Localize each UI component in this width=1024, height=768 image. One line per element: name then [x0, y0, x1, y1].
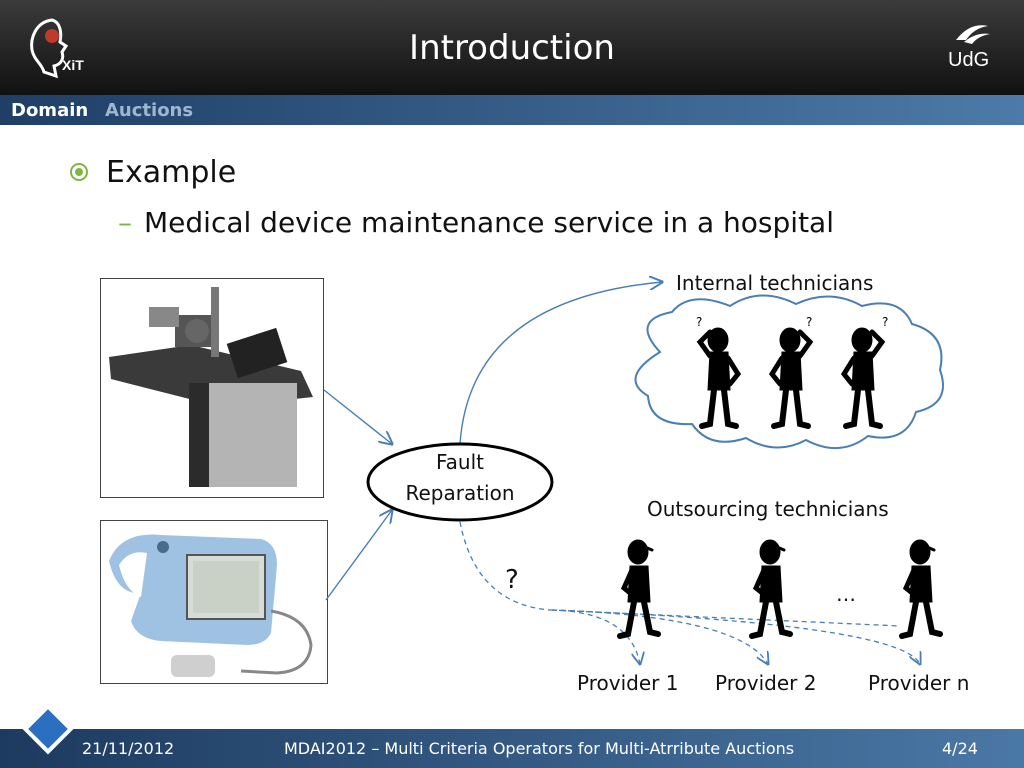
footer-page-number: 4/24 [942, 739, 978, 758]
bullet-level2-text: Medical device maintenance service in a hospital [144, 206, 834, 239]
provider-n-label: Provider n [868, 671, 970, 695]
thinking-person-icon [772, 315, 812, 426]
providers-ellipsis: … [836, 582, 856, 606]
nav-item-auctions[interactable]: Auctions [105, 100, 194, 121]
xit-logo-text: XiT [62, 57, 84, 73]
svg-text:?: ? [882, 315, 889, 329]
fault-label-line1: Fault [436, 450, 484, 474]
provider-2-label: Provider 2 [715, 671, 817, 695]
outsourcing-technicians-label: Outsourcing technicians [647, 497, 889, 521]
footer-date: 21/11/2012 [82, 739, 175, 758]
provider-1-label: Provider 1 [577, 671, 679, 695]
diamond-icon [22, 703, 74, 755]
internal-technician-figures [690, 312, 910, 432]
svg-text:?: ? [696, 315, 703, 329]
footer-title: MDAI2012 – Multi Criteria Operators for Multi-Atrribute Auctions [284, 739, 795, 758]
udg-logo-text: UdG [948, 49, 990, 71]
internal-technicians-label: Internal technicians [676, 271, 874, 295]
outsourcing-technician-figures [604, 538, 964, 646]
question-mark: ? [505, 565, 519, 595]
slide-footer [0, 729, 1024, 768]
bullet-level1-text: Example [106, 155, 237, 190]
walking-person-icon [902, 540, 940, 636]
svg-text:?: ? [806, 315, 813, 329]
slide-title: Introduction [409, 28, 615, 68]
walking-person-icon [752, 540, 790, 636]
walking-person-icon [620, 540, 658, 636]
arrow-device2-to-fault [326, 510, 392, 600]
arrow-device1-to-fault [324, 390, 392, 444]
dash-bullet-icon: – [118, 206, 132, 239]
fault-label-line2: Reparation [405, 481, 515, 505]
arrow-fault-to-internal [460, 282, 662, 444]
thinking-person-icon [696, 315, 738, 426]
thinking-person-icon [844, 315, 888, 426]
nav-item-domain[interactable]: Domain [11, 100, 89, 121]
